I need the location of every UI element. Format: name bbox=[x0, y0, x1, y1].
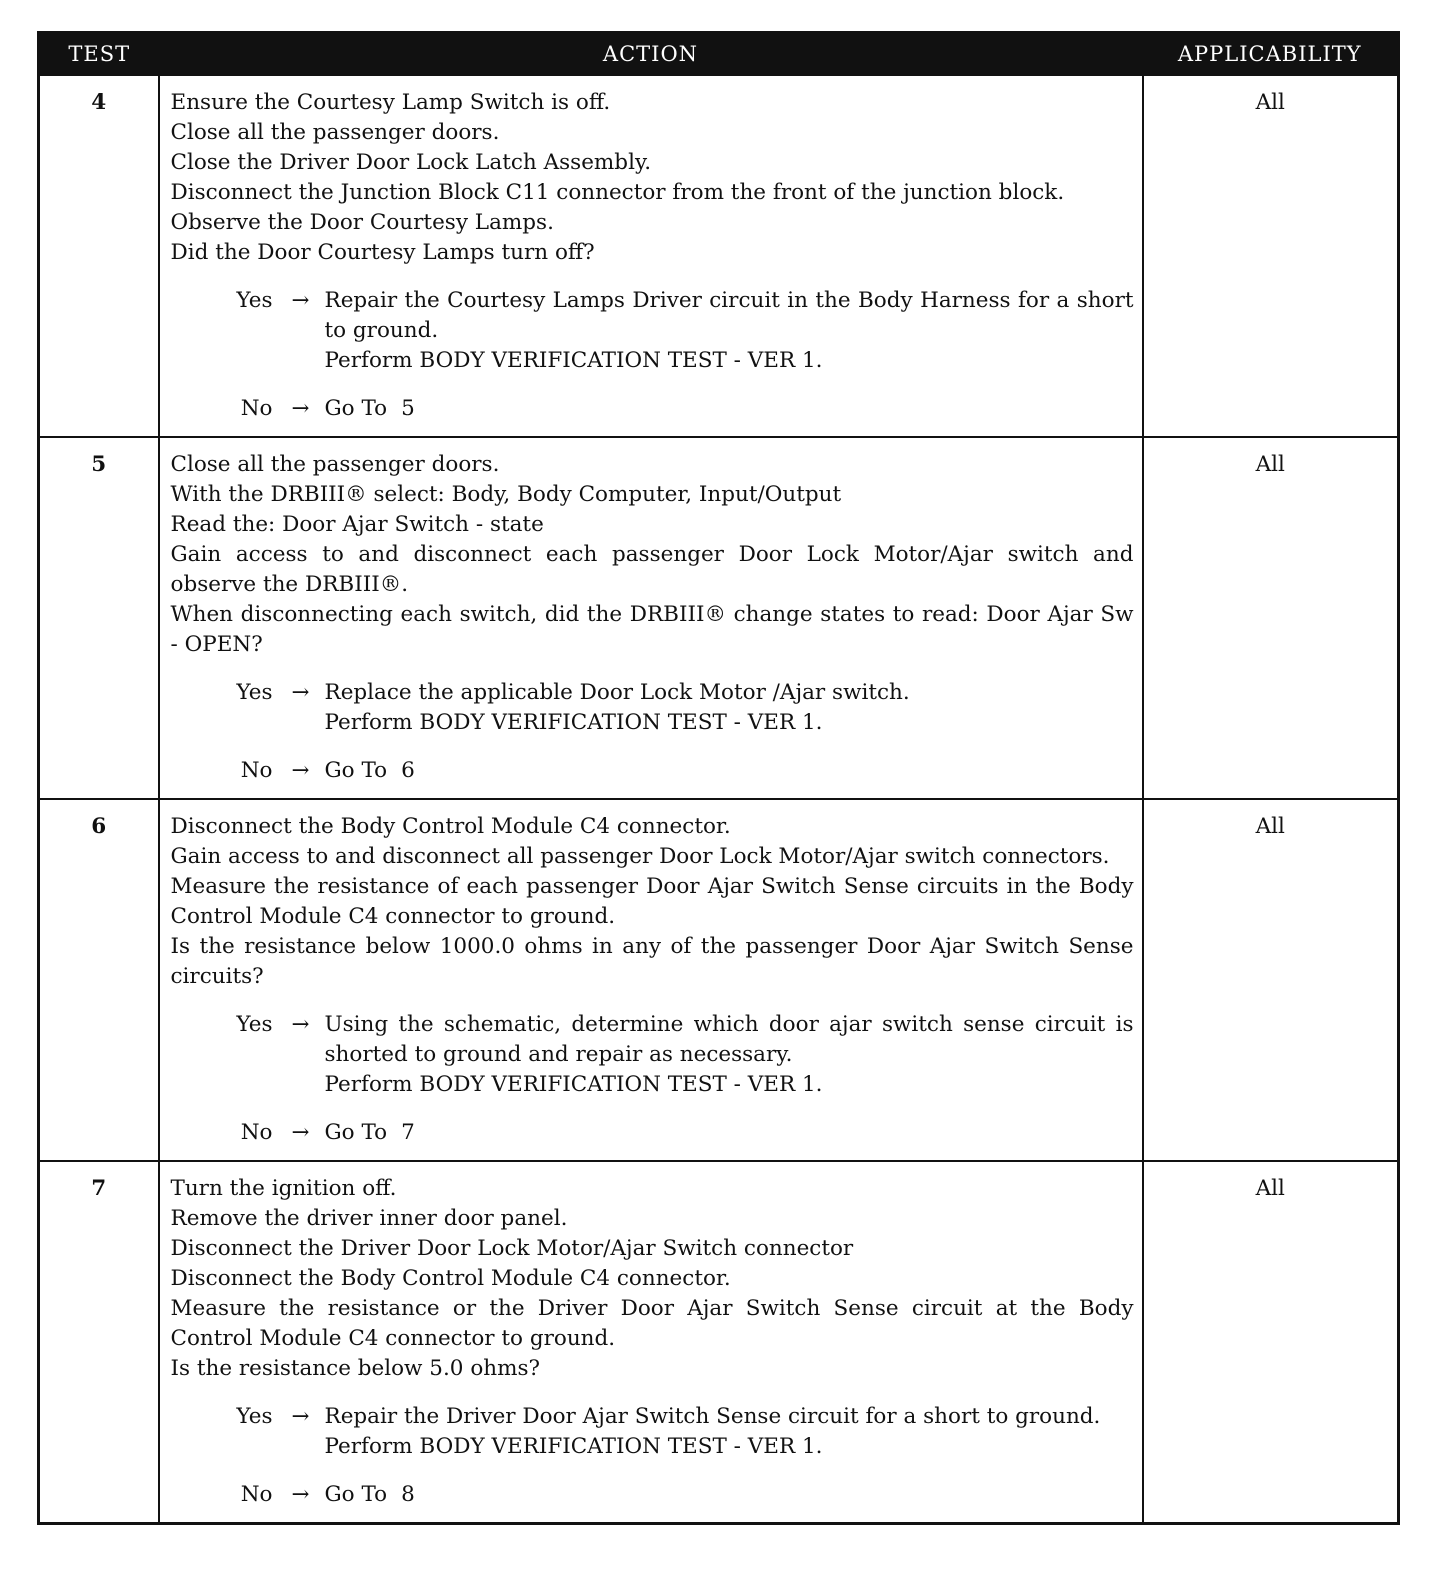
test-number: 4 bbox=[39, 75, 159, 437]
results bbox=[171, 1010, 1134, 1148]
action-step: When disconnecting each switch, did the DRBIII® change states to read: Door Ajar Sw - OPEN? bbox=[170, 602, 1134, 657]
yes-result bbox=[171, 678, 1134, 738]
arrow-right-icon: → bbox=[291, 758, 310, 783]
action-step: Turn the ignition off. bbox=[170, 1176, 397, 1201]
yes-instruction: Repair the Driver Door Ajar Switch Sense circuit for a short to ground. bbox=[324, 1404, 1101, 1429]
yes-label: Yes bbox=[236, 680, 273, 705]
action-step: Disconnect the Body Control Module C4 connector. bbox=[170, 1266, 731, 1291]
header-test: TEST bbox=[39, 33, 159, 76]
action-cell bbox=[159, 799, 1143, 1161]
action-cell bbox=[159, 1161, 1143, 1524]
action-step: Is the resistance below 5.0 ohms? bbox=[170, 1356, 541, 1381]
action-step: Read the: Door Ajar Switch - state bbox=[170, 512, 544, 537]
arrow-right-icon: → bbox=[291, 680, 310, 705]
action-step: Is the resistance below 1000.0 ohms in any of the passenger Door Ajar Switch Sense circuits? bbox=[170, 934, 1134, 989]
arrow-right-icon: → bbox=[291, 288, 310, 313]
no-label: No bbox=[240, 1120, 273, 1145]
table-row bbox=[39, 799, 1399, 1161]
action-step: Gain access to and disconnect all passenger Door Lock Motor/Ajar switch connectors. bbox=[170, 844, 1110, 869]
action-step: Measure the resistance or the Driver Door Ajar Switch Sense circuit at the Body Control Module C4 connector to ground. bbox=[170, 1296, 1134, 1351]
yes-result bbox=[171, 1010, 1134, 1100]
action-step: Ensure the Courtesy Lamp Switch is off. bbox=[170, 90, 611, 115]
applicability-cell: All bbox=[1143, 1161, 1399, 1524]
action-step: Measure the resistance of each passenger Door Ajar Switch Sense circuits in the Body Control Module C4 connector to ground. bbox=[170, 874, 1134, 929]
no-body bbox=[325, 394, 1134, 424]
action-cell bbox=[159, 75, 1143, 437]
action-step: Disconnect the Driver Door Lock Motor/Ajar Switch connector bbox=[170, 1236, 854, 1261]
arrow-right-icon: → bbox=[291, 1012, 310, 1037]
table-header-row bbox=[39, 33, 1399, 76]
yes-label: Yes bbox=[236, 288, 273, 313]
yes-instruction: Repair the Courtesy Lamps Driver circuit in the Body Harness for a short to ground. bbox=[324, 288, 1134, 343]
action-step: With the DRBIII® select: Body, Body Computer, Input/Output bbox=[170, 482, 842, 507]
action-cell bbox=[159, 437, 1143, 799]
goto-number: 8 bbox=[401, 1482, 415, 1507]
yes-instruction: Using the schematic, determine which door ajar switch sense circuit is shorted to ground and repair as necessary. bbox=[324, 1012, 1134, 1067]
yes-label: Yes bbox=[236, 1012, 273, 1037]
arrow-right-icon: → bbox=[291, 1120, 310, 1145]
action-steps bbox=[171, 812, 1134, 992]
yes-body bbox=[325, 1402, 1134, 1462]
goto-number: 6 bbox=[401, 758, 415, 783]
action-step: Disconnect the Body Control Module C4 connector. bbox=[170, 814, 731, 839]
action-step: Close the Driver Door Lock Latch Assembly. bbox=[170, 150, 652, 175]
goto-text: Go To bbox=[324, 758, 388, 783]
yes-body bbox=[325, 1010, 1134, 1100]
results bbox=[171, 1402, 1134, 1510]
applicability-cell: All bbox=[1143, 75, 1399, 437]
no-result bbox=[171, 1118, 1134, 1148]
action-steps bbox=[171, 1174, 1134, 1384]
yes-label: Yes bbox=[236, 1404, 273, 1429]
goto-text: Go To bbox=[324, 1482, 388, 1507]
action-step: Gain access to and disconnect each passenger Door Lock Motor/Ajar switch and observe the DRBIII®. bbox=[170, 542, 1134, 597]
goto-text: Go To bbox=[324, 1120, 388, 1145]
header-applicability: APPLICABILITY bbox=[1143, 33, 1399, 76]
yes-body bbox=[325, 678, 1134, 738]
applicability-cell: All bbox=[1143, 799, 1399, 1161]
action-step: Close all the passenger doors. bbox=[170, 120, 500, 145]
no-result bbox=[171, 756, 1134, 786]
action-step: Close all the passenger doors. bbox=[170, 452, 500, 477]
action-steps bbox=[171, 450, 1134, 660]
yes-result bbox=[171, 286, 1134, 376]
yes-result bbox=[171, 1402, 1134, 1462]
arrow-right-icon: → bbox=[291, 1482, 310, 1507]
goto-number: 7 bbox=[401, 1120, 415, 1145]
yes-instruction: Perform BODY VERIFICATION TEST - VER 1. bbox=[324, 348, 823, 373]
action-steps bbox=[171, 88, 1134, 268]
test-number: 7 bbox=[39, 1161, 159, 1524]
yes-instruction: Perform BODY VERIFICATION TEST - VER 1. bbox=[324, 1072, 823, 1097]
table-row bbox=[39, 75, 1399, 437]
test-number: 6 bbox=[39, 799, 159, 1161]
goto-number: 5 bbox=[401, 396, 415, 421]
yes-instruction: Perform BODY VERIFICATION TEST - VER 1. bbox=[324, 710, 823, 735]
action-step: Did the Door Courtesy Lamps turn off? bbox=[170, 240, 595, 265]
test-number: 5 bbox=[39, 437, 159, 799]
no-label: No bbox=[240, 1482, 273, 1507]
arrow-right-icon: → bbox=[291, 396, 310, 421]
table-row bbox=[39, 1161, 1399, 1524]
results bbox=[171, 286, 1134, 424]
no-result bbox=[171, 1480, 1134, 1510]
yes-instruction: Replace the applicable Door Lock Motor /Ajar switch. bbox=[324, 680, 910, 705]
no-label: No bbox=[240, 758, 273, 783]
yes-instruction: Perform BODY VERIFICATION TEST - VER 1. bbox=[324, 1434, 823, 1459]
action-step: Observe the Door Courtesy Lamps. bbox=[170, 210, 554, 235]
table-row bbox=[39, 437, 1399, 799]
table-body bbox=[39, 75, 1399, 1524]
no-label: No bbox=[240, 396, 273, 421]
action-step: Remove the driver inner door panel. bbox=[170, 1206, 568, 1231]
diagnostic-test-table bbox=[37, 31, 1400, 1525]
no-body bbox=[325, 1480, 1134, 1510]
arrow-right-icon: → bbox=[291, 1404, 310, 1429]
action-step: Disconnect the Junction Block C11 connector from the front of the junction block. bbox=[170, 180, 1065, 205]
header-action: ACTION bbox=[159, 33, 1143, 76]
no-body bbox=[325, 756, 1134, 786]
applicability-cell: All bbox=[1143, 437, 1399, 799]
goto-text: Go To bbox=[324, 396, 388, 421]
yes-body bbox=[325, 286, 1134, 376]
no-result bbox=[171, 394, 1134, 424]
no-body bbox=[325, 1118, 1134, 1148]
results bbox=[171, 678, 1134, 786]
